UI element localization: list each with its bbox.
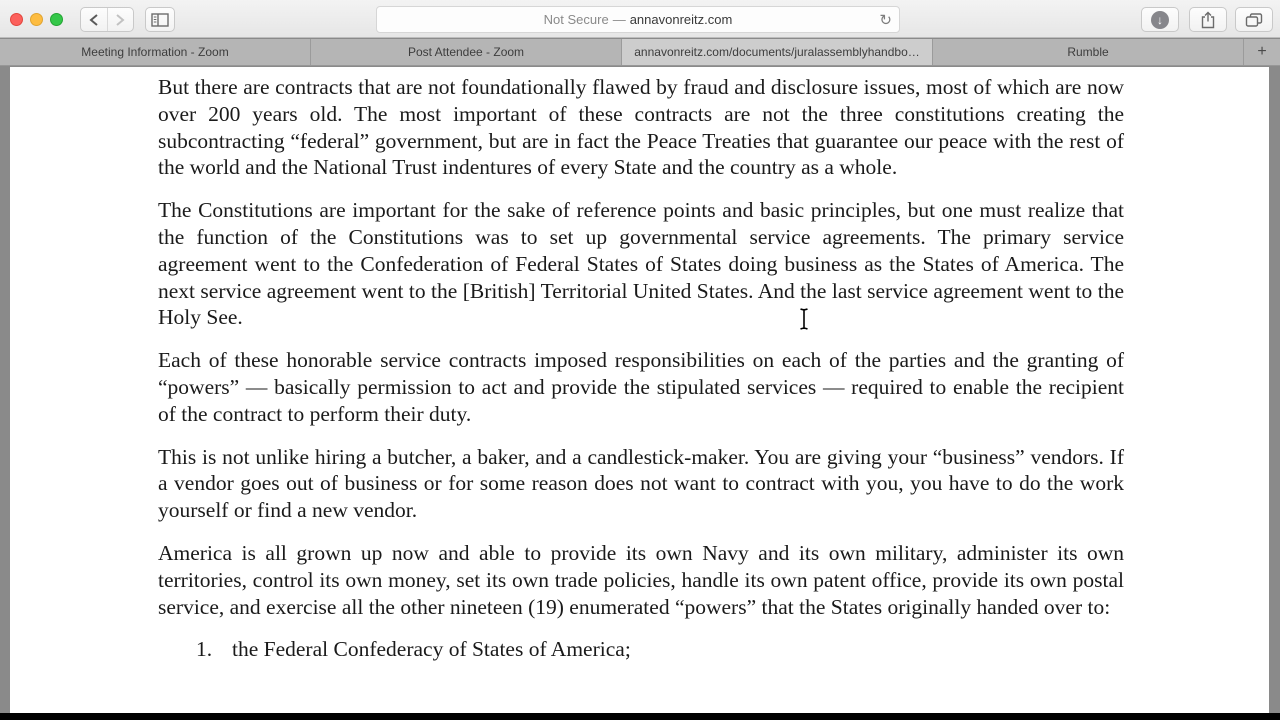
download-icon: ↓ — [1151, 11, 1169, 29]
forward-button[interactable] — [107, 8, 133, 31]
tab-label: annavonreitz.com/documents/juralassemblyhandbo… — [634, 45, 920, 59]
tab-annavonreitz-document[interactable] — [622, 39, 933, 65]
forward-icon — [114, 13, 126, 27]
sidebar-toggle-button[interactable] — [145, 7, 175, 32]
tabs-overview-icon — [1245, 12, 1263, 28]
address-domain: annavonreitz.com — [629, 12, 733, 27]
list-item — [158, 636, 1124, 663]
new-tab-button[interactable] — [1244, 39, 1280, 65]
browser-toolbar — [0, 0, 1280, 38]
document-text — [158, 74, 1124, 663]
address-bar[interactable] — [376, 6, 900, 33]
tab-meeting-information-zoom[interactable] — [0, 39, 311, 65]
bottom-black-bar — [0, 713, 1280, 720]
close-window-button[interactable] — [10, 13, 23, 26]
tab-post-attendee-zoom[interactable] — [311, 39, 622, 65]
tab-label: Post Attendee - Zoom — [407, 45, 525, 59]
minimize-window-button[interactable] — [30, 13, 43, 26]
list-item-number: 1. — [196, 637, 213, 662]
security-label: Not Secure — [543, 12, 609, 27]
paragraph: Each of these honorable service contracts imposed responsibilities on each of the parties and the granting of “powers” — basically permission to act and provide the stipulated services — required to enable the recipient of the contract to perform their duty. — [158, 348, 1124, 426]
back-button[interactable] — [81, 8, 107, 31]
paragraph: This is not unlike hiring a butcher, a baker, and a candlestick-maker. You are giving your “business” vendors. If a vendor goes out of business or for some reason does not want to contract with you, you have to do the work yourself or find a new vendor. — [158, 444, 1124, 523]
paragraph: America is all grown up now and able to provide its own Navy and its own military, administer its own territories, control its own money, set its own trade policies, handle its own patent office, provide its own postal service, and exercise all the other nineteen (19) enumerated “powers” that the States originally handed over to: — [158, 540, 1124, 619]
share-button[interactable] — [1189, 7, 1227, 32]
navigation-buttons — [80, 7, 134, 32]
reload-icon[interactable]: ↻ — [879, 12, 892, 29]
tab-rumble[interactable] — [933, 39, 1244, 65]
document-page — [10, 67, 1269, 713]
back-icon — [88, 13, 100, 27]
paragraph: But there are contracts that are not foundationally flawed by fraud and disclosure issues, most of which are now over 200 years old. The most important of these contracts are not the three constitutions creating the subcontracting “federal” government, but are in fact the Peace Treaties that guarantee our peace with the rest of the world and the National Trust indentures of every State and the country as a whole. — [158, 75, 1124, 180]
zoom-window-button[interactable] — [50, 13, 63, 26]
paragraph: The Constitutions are important for the sake of reference points and basic principles, but one must realize that the function of the Constitutions was to set up governmental service agreements. The primary service agreement went to the Confederation of Federal States of States doing business as the States of America. The next service agreement went to the [British] Territorial United States. And the last service agreement went to the Holy See. — [158, 198, 1124, 330]
tab-label: Rumble — [1067, 45, 1109, 59]
tab-overview-button[interactable] — [1235, 7, 1273, 32]
browser-content-area — [0, 67, 1280, 713]
text-cursor-icon — [797, 307, 811, 331]
plus-icon: + — [1257, 43, 1267, 60]
tab-bar — [0, 39, 1280, 66]
sidebar-icon — [151, 12, 169, 28]
downloads-button[interactable] — [1141, 7, 1179, 32]
tab-label: Meeting Information - Zoom — [81, 45, 229, 59]
share-icon — [1200, 11, 1216, 29]
list-item-text: the Federal Confederacy of States of America; — [232, 637, 631, 662]
address-separator: — — [612, 12, 626, 27]
